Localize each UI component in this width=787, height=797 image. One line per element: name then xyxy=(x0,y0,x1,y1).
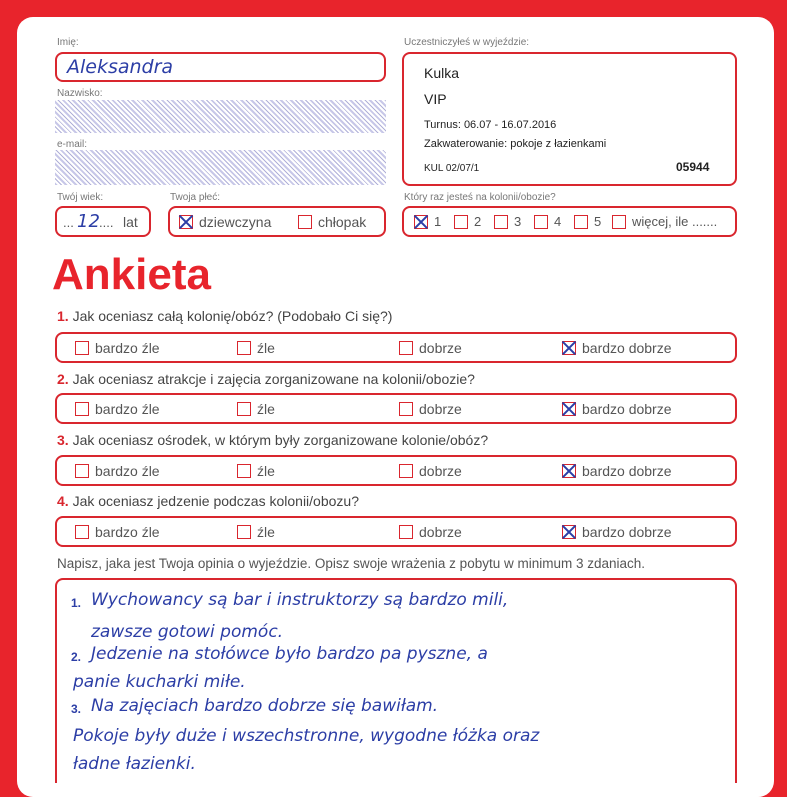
q4-option-bad[interactable] xyxy=(237,524,275,540)
question-1-text: Jak oceniasz całą kolonię/obóz? (Podobało Ci się?) xyxy=(72,308,393,324)
lodging: Zakwaterowanie: pokoje z łazienkami xyxy=(424,138,607,150)
turnus: Turnus: 06.07 - 16.07.2016 xyxy=(424,119,557,131)
q2-label-good: dobrze xyxy=(419,401,462,417)
name-value: Aleksandra xyxy=(67,56,174,78)
surname-label: Nazwisko: xyxy=(57,88,103,99)
age-dots-right: .... xyxy=(99,215,114,230)
trip-label: Uczestniczyłeś w wyjeździe: xyxy=(404,37,530,48)
gender-male-label: chłopak xyxy=(318,214,367,230)
surname-redacted xyxy=(55,100,386,133)
name-label: Imię: xyxy=(57,37,79,48)
question-1-options xyxy=(55,332,737,363)
q3-label-bad: źle xyxy=(257,463,275,479)
opinion-line-1: Wychowancy są bar i instruktorzy są bardzo mili, xyxy=(91,590,509,610)
q1-option-very-bad[interactable] xyxy=(75,340,160,356)
times-label: Który raz jesteś na kolonii/obozie? xyxy=(404,192,556,203)
gender-female-option[interactable] xyxy=(179,214,271,230)
q2-option-very-good[interactable] xyxy=(562,401,672,417)
times-option-3[interactable] xyxy=(494,214,521,229)
times-option-2[interactable] xyxy=(454,214,481,229)
question-3-options xyxy=(55,455,737,486)
opinion-line-3: Jedzenie na stołówce było bardzo pa pyszne, a xyxy=(91,644,488,664)
q4-checkbox-very-good[interactable] xyxy=(562,525,576,539)
times-option-5[interactable] xyxy=(574,214,601,229)
q4-option-very-bad[interactable] xyxy=(75,524,160,540)
times-label-2: 2 xyxy=(474,214,482,229)
q4-label-good: dobrze xyxy=(419,524,462,540)
times-checkbox-2[interactable] xyxy=(454,215,468,229)
opinion-line-2: zawsze gotowi pomóc. xyxy=(91,622,284,642)
question-3 xyxy=(57,432,488,448)
opinion-prompt: Napisz, jaka jest Twoja opinia o wyjeździe. Opisz swoje wrażenia z pobytu w minimum 3 zdaniach. xyxy=(57,556,646,571)
opinion-textarea[interactable] xyxy=(55,578,737,783)
times-label-1: 1 xyxy=(434,214,442,229)
opinion-line-3-number: 2. xyxy=(71,650,82,664)
q3-option-good[interactable] xyxy=(399,463,462,479)
q2-option-very-bad[interactable] xyxy=(75,401,160,417)
q2-checkbox-good[interactable] xyxy=(399,402,413,416)
times-checkbox-more[interactable] xyxy=(612,215,626,229)
trip-type: VIP xyxy=(424,91,447,107)
q1-option-very-good[interactable] xyxy=(562,340,672,356)
question-4-options xyxy=(55,516,737,547)
question-4-text: Jak oceniasz jedzenie podczas kolonii/obozu? xyxy=(72,493,359,509)
question-4-number: 4. xyxy=(57,493,69,509)
q2-checkbox-very-good[interactable] xyxy=(562,402,576,416)
q3-label-good: dobrze xyxy=(419,463,462,479)
q3-label-very-good: bardzo dobrze xyxy=(582,463,672,479)
q3-checkbox-good[interactable] xyxy=(399,464,413,478)
q4-checkbox-good[interactable] xyxy=(399,525,413,539)
q3-option-very-good[interactable] xyxy=(562,463,672,479)
q2-label-bad: źle xyxy=(257,401,275,417)
q2-option-bad[interactable] xyxy=(237,401,275,417)
times-option-more[interactable] xyxy=(612,214,717,229)
q2-option-good[interactable] xyxy=(399,401,462,417)
q1-checkbox-very-bad[interactable] xyxy=(75,341,89,355)
q3-option-very-bad[interactable] xyxy=(75,463,160,479)
gender-label: Twoja płeć: xyxy=(170,192,221,203)
times-field xyxy=(402,206,737,237)
q3-checkbox-bad[interactable] xyxy=(237,464,251,478)
age-value: 12 xyxy=(77,211,100,232)
trip-info-box xyxy=(402,52,737,186)
name-field[interactable] xyxy=(55,52,386,82)
q1-checkbox-very-good[interactable] xyxy=(562,341,576,355)
q3-checkbox-very-bad[interactable] xyxy=(75,464,89,478)
opinion-line-6: Pokoje były duże i wszechstronne, wygodne łóżka oraz xyxy=(73,726,540,746)
q1-label-bad: źle xyxy=(257,340,275,356)
times-checkbox-5[interactable] xyxy=(574,215,588,229)
q3-checkbox-very-good[interactable] xyxy=(562,464,576,478)
q4-label-bad: źle xyxy=(257,524,275,540)
q1-option-bad[interactable] xyxy=(237,340,275,356)
question-3-text: Jak oceniasz ośrodek, w którym były zorganizowane kolonie/obóz? xyxy=(72,432,489,448)
gender-field xyxy=(168,206,386,237)
q2-label-very-bad: bardzo źle xyxy=(95,401,160,417)
q4-option-good[interactable] xyxy=(399,524,462,540)
times-checkbox-3[interactable] xyxy=(494,215,508,229)
survey-title: Ankieta xyxy=(52,250,211,299)
q1-label-very-good: bardzo dobrze xyxy=(582,340,672,356)
question-4 xyxy=(57,493,359,509)
trip-code: KUL 02/07/1 xyxy=(424,163,480,174)
q1-option-good[interactable] xyxy=(399,340,462,356)
opinion-line-1-number: 1. xyxy=(71,596,82,610)
q4-label-very-bad: bardzo źle xyxy=(95,524,160,540)
question-1-number: 1. xyxy=(57,308,69,324)
age-label: Twój wiek: xyxy=(57,192,104,203)
q2-checkbox-very-bad[interactable] xyxy=(75,402,89,416)
age-unit: lat xyxy=(123,214,138,230)
q2-checkbox-bad[interactable] xyxy=(237,402,251,416)
q4-label-very-good: bardzo dobrze xyxy=(582,524,672,540)
question-1 xyxy=(57,308,392,324)
age-dots-left: ... xyxy=(63,215,74,230)
email-redacted xyxy=(55,150,386,185)
question-2-text: Jak oceniasz atrakcje i zajęcia zorganizowane na kolonii/obozie? xyxy=(72,371,475,387)
times-checkbox-4[interactable] xyxy=(534,215,548,229)
q4-option-very-good[interactable] xyxy=(562,524,672,540)
gender-female-checkbox[interactable] xyxy=(179,215,193,229)
email-label: e-mail: xyxy=(57,139,88,150)
opinion-line-5-number: 3. xyxy=(71,702,82,716)
question-2 xyxy=(57,371,475,387)
opinion-line-7: ładne łazienki. xyxy=(73,754,196,774)
gender-male-option[interactable] xyxy=(298,214,366,230)
q1-label-good: dobrze xyxy=(419,340,462,356)
times-label-4: 4 xyxy=(554,214,562,229)
q3-option-bad[interactable] xyxy=(237,463,275,479)
q2-label-very-good: bardzo dobrze xyxy=(582,401,672,417)
times-label-3: 3 xyxy=(514,214,522,229)
gender-female-label: dziewczyna xyxy=(199,214,272,230)
q3-label-very-bad: bardzo źle xyxy=(95,463,160,479)
times-option-1[interactable] xyxy=(414,214,441,229)
gender-male-checkbox[interactable] xyxy=(298,215,312,229)
q4-checkbox-bad[interactable] xyxy=(237,525,251,539)
times-checkbox-1[interactable] xyxy=(414,215,428,229)
trip-name: Kulka xyxy=(424,65,460,81)
q1-checkbox-bad[interactable] xyxy=(237,341,251,355)
times-label-5: 5 xyxy=(594,214,602,229)
q1-checkbox-good[interactable] xyxy=(399,341,413,355)
question-2-options xyxy=(55,393,737,424)
age-field[interactable] xyxy=(55,206,151,237)
times-label-more: więcej, ile ....... xyxy=(632,214,718,229)
question-2-number: 2. xyxy=(57,371,69,387)
opinion-line-4: panie kucharki miłe. xyxy=(73,672,246,692)
q1-label-very-bad: bardzo źle xyxy=(95,340,160,356)
q4-checkbox-very-bad[interactable] xyxy=(75,525,89,539)
times-option-4[interactable] xyxy=(534,214,561,229)
trip-number: 05944 xyxy=(676,160,710,174)
question-3-number: 3. xyxy=(57,432,69,448)
opinion-line-5: Na zajęciach bardzo dobrze się bawiłam. xyxy=(91,696,439,716)
